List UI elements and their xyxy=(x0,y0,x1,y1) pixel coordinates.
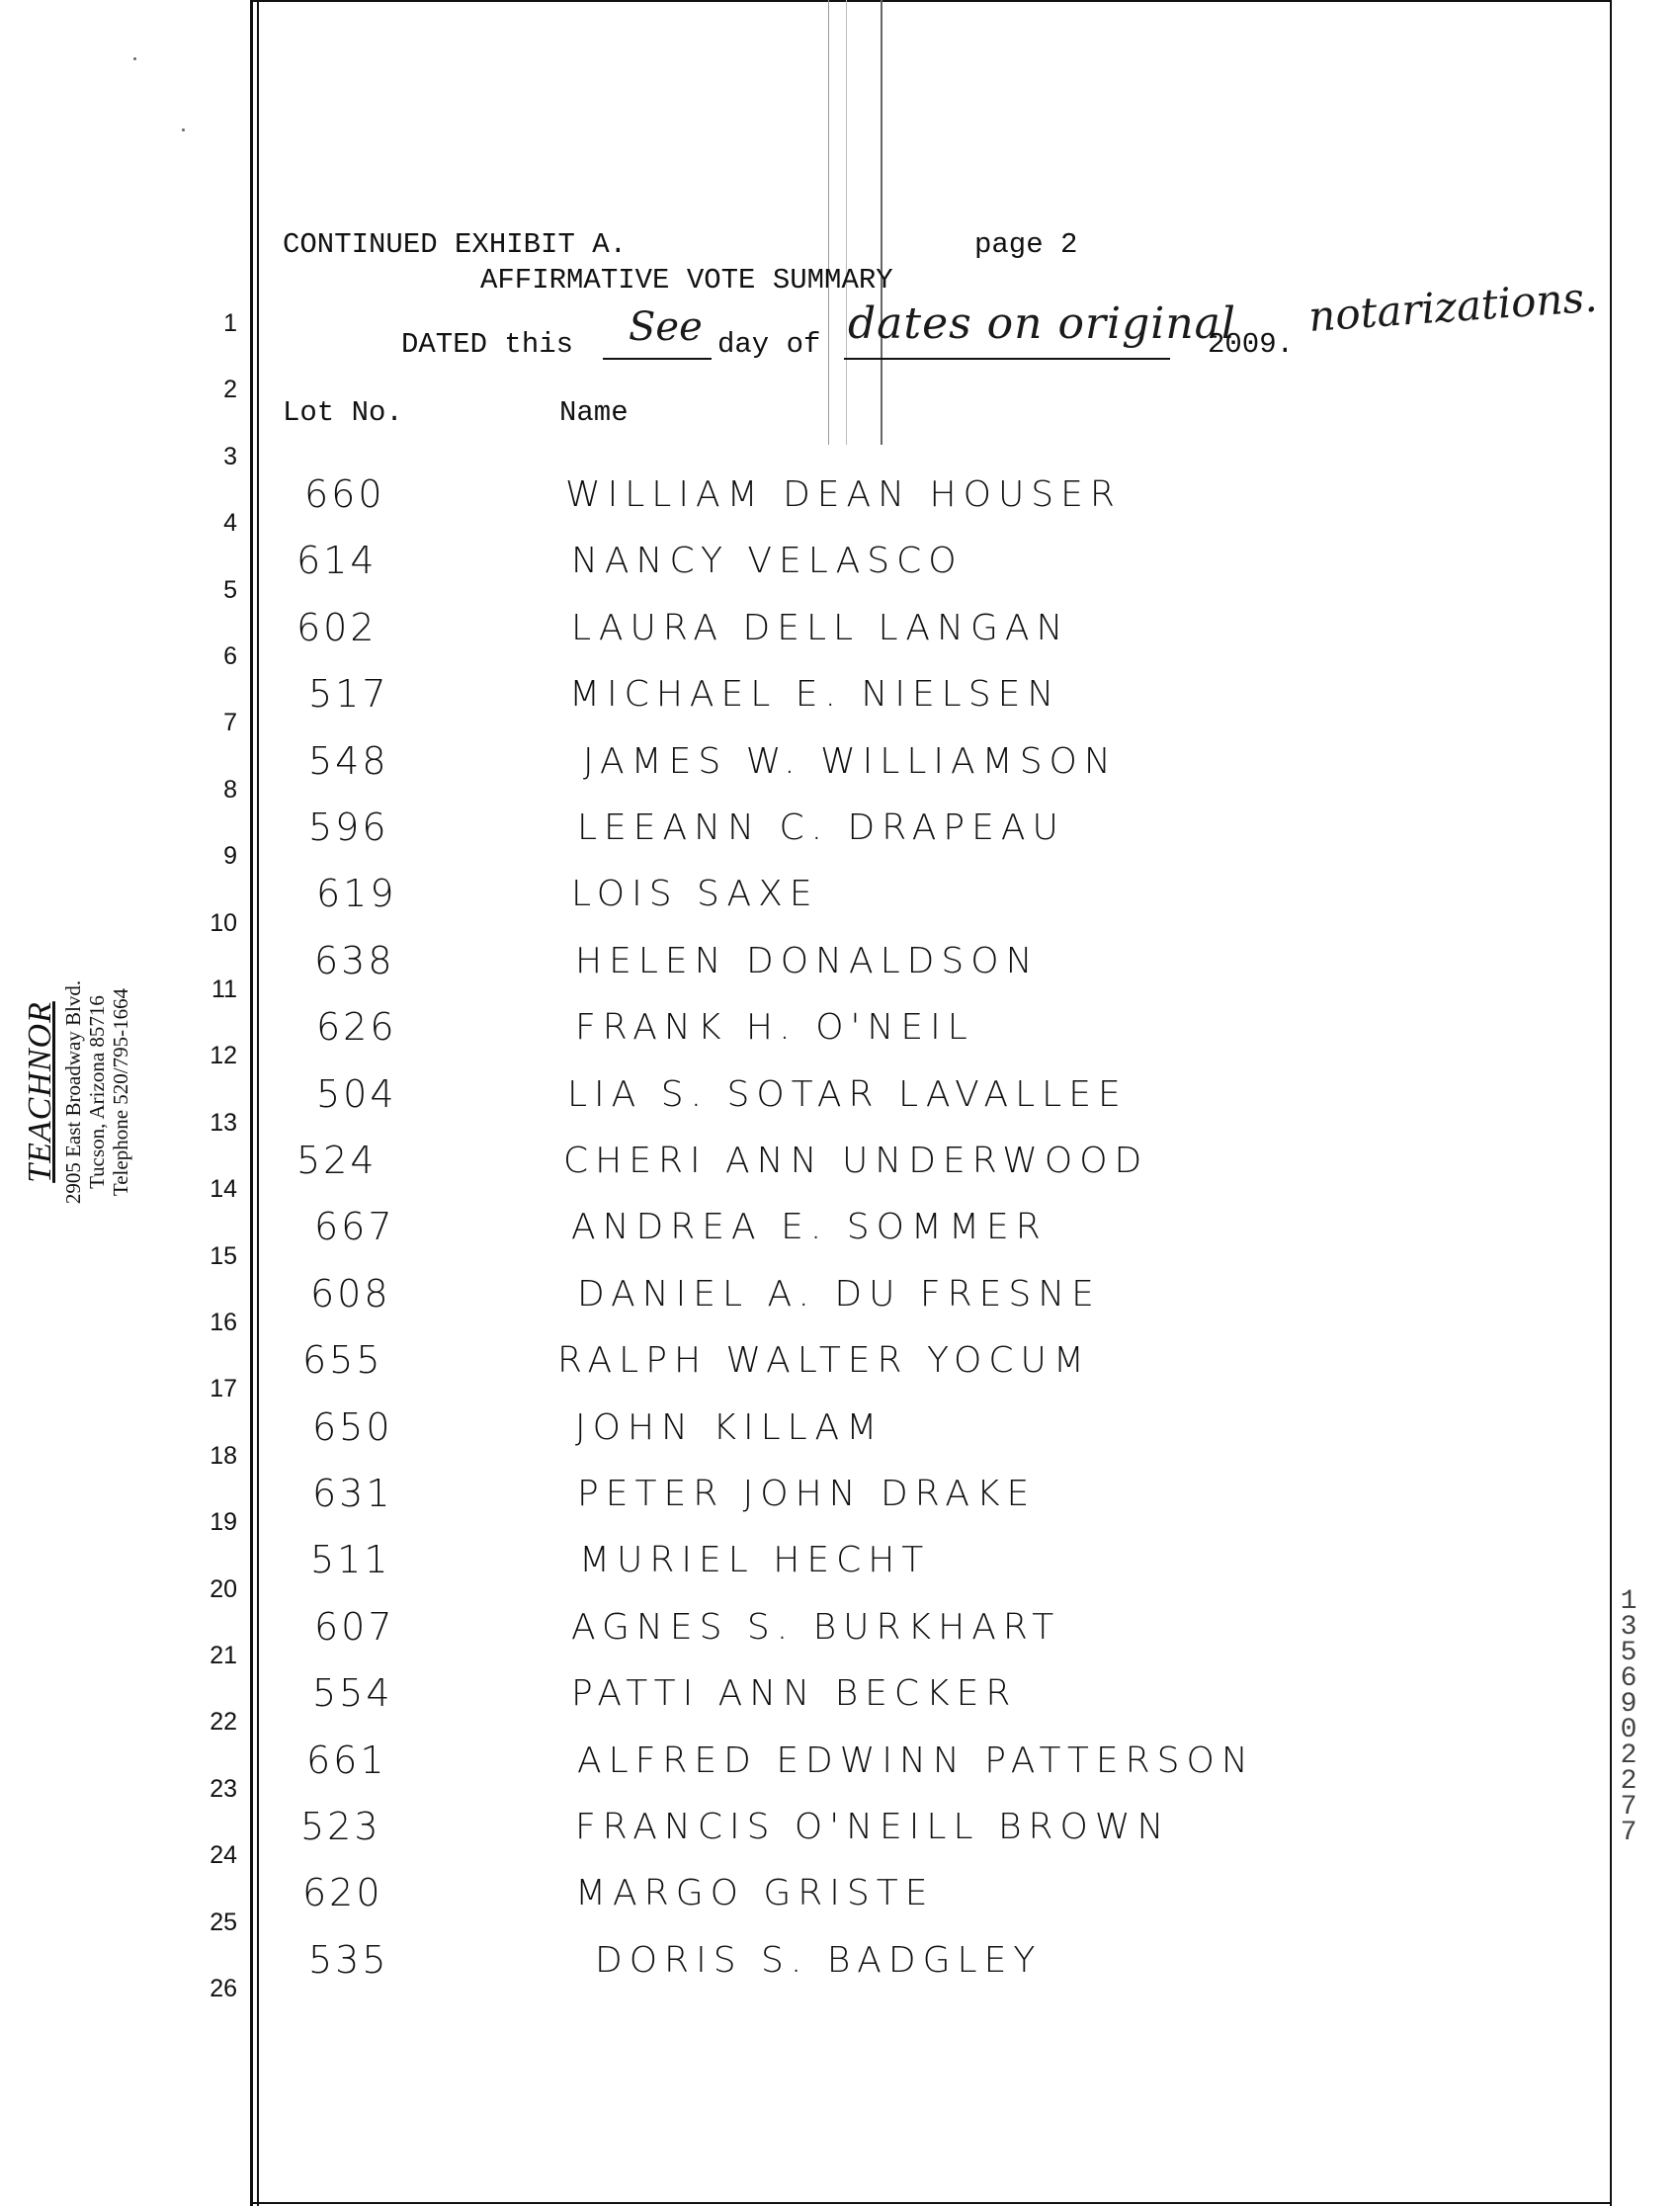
line-number: 20 xyxy=(210,1575,237,1603)
owner-name-cell: FRANK H. O'NEIL xyxy=(575,1007,974,1048)
day-blank-line xyxy=(603,358,712,360)
firm-address: 2905 East Broadway Blvd. xyxy=(61,979,85,1205)
table-row xyxy=(0,939,1680,998)
owner-name-cell: AGNES S. BURKHART xyxy=(571,1607,1061,1648)
firm-block xyxy=(20,929,132,1255)
line-number: 15 xyxy=(210,1242,237,1270)
table-row xyxy=(0,1739,1680,1798)
line-number: 22 xyxy=(210,1708,237,1736)
lot-number-cell: 517 xyxy=(308,672,389,716)
table-row xyxy=(0,1072,1680,1132)
lot-number-cell: 631 xyxy=(312,1472,393,1515)
line-number: 7 xyxy=(223,709,237,736)
owner-name-cell: LAURA DELL LANGAN xyxy=(571,608,1070,648)
table-row xyxy=(0,1205,1680,1264)
line-number: 21 xyxy=(210,1642,237,1669)
summary-title: AFFIRMATIVE VOTE SUMMARY xyxy=(480,264,893,297)
table-row xyxy=(0,539,1680,598)
lot-number-cell: 607 xyxy=(314,1605,395,1649)
page-number: page 2 xyxy=(974,228,1078,261)
line-number: 9 xyxy=(223,842,237,870)
dated-month-handwritten: dates on original xyxy=(848,298,1236,349)
lot-number-cell: 661 xyxy=(306,1739,387,1782)
table-row xyxy=(0,872,1680,931)
lot-number-cell: 504 xyxy=(316,1072,397,1116)
lot-column-header: Lot No. xyxy=(283,396,403,429)
lot-number-cell: 620 xyxy=(302,1871,383,1914)
document-stamp-number: 1356902277 xyxy=(1620,1586,1638,1848)
owner-name-cell: ANDREA E. SOMMER xyxy=(571,1207,1048,1247)
dated-mid: day of xyxy=(717,328,821,361)
line-number: 3 xyxy=(223,443,237,470)
lot-number-cell: 619 xyxy=(316,872,397,915)
dated-note-handwritten: notarizations. xyxy=(1306,272,1599,341)
owner-name-cell: LOIS SAXE xyxy=(571,874,819,914)
line-number: 23 xyxy=(210,1775,237,1803)
table-row xyxy=(0,1472,1680,1531)
month-blank-line xyxy=(844,358,1170,360)
owner-name-cell: CHERI ANN UNDERWOOD xyxy=(563,1141,1149,1181)
bottom-rule xyxy=(250,2202,1612,2204)
owner-name-cell: JAMES W. WILLIAMSON xyxy=(583,741,1118,782)
table-row xyxy=(0,806,1680,865)
owner-name-cell: RALPH WALTER YOCUM xyxy=(557,1340,1091,1381)
line-number: 1 xyxy=(223,309,237,337)
line-number: 16 xyxy=(210,1309,237,1336)
line-number: 8 xyxy=(223,776,237,804)
firm-name: TEACHNOR xyxy=(22,1001,58,1183)
line-number: 26 xyxy=(210,1975,237,2002)
line-number: 24 xyxy=(210,1841,237,1869)
owner-name-cell: ALFRED EDWINN PATTERSON xyxy=(577,1740,1255,1781)
owner-name-cell: MURIEL HECHT xyxy=(579,1540,931,1580)
lot-number-cell: 524 xyxy=(296,1139,378,1182)
table-row xyxy=(0,1671,1680,1731)
scan-speck xyxy=(182,128,185,131)
owner-name-cell: PETER JOHN DRAKE xyxy=(577,1474,1037,1514)
lot-number-cell: 660 xyxy=(304,472,385,516)
owner-name-cell: FRANCIS O'NEILL BROWN xyxy=(575,1807,1171,1847)
owner-name-cell: NANCY VELASCO xyxy=(571,541,964,581)
name-column-header: Name xyxy=(559,396,629,429)
lot-number-cell: 608 xyxy=(310,1272,391,1315)
line-number: 12 xyxy=(210,1042,237,1069)
lot-number-cell: 638 xyxy=(314,939,395,982)
dated-year: 2009. xyxy=(1208,328,1295,361)
table-row xyxy=(0,1538,1680,1597)
table-row xyxy=(0,1871,1680,1930)
lot-number-cell: 602 xyxy=(296,606,378,649)
line-number: 2 xyxy=(223,376,237,403)
table-row xyxy=(0,472,1680,532)
scan-fold-artifact xyxy=(828,0,882,445)
lot-number-cell: 523 xyxy=(300,1805,381,1848)
line-number: 4 xyxy=(223,509,237,537)
table-row xyxy=(0,1139,1680,1198)
table-row xyxy=(0,672,1680,731)
owner-name-cell: DANIEL A. DU FRESNE xyxy=(577,1274,1101,1315)
line-number: 14 xyxy=(210,1175,237,1203)
lot-number-cell: 535 xyxy=(308,1938,389,1982)
owner-name-cell: JOHN KILLAM xyxy=(575,1407,884,1448)
line-number: 17 xyxy=(210,1375,237,1402)
lot-number-cell: 655 xyxy=(302,1338,383,1382)
line-number: 11 xyxy=(211,976,237,1003)
table-row xyxy=(0,1272,1680,1331)
lot-number-cell: 667 xyxy=(314,1205,395,1248)
line-number: 25 xyxy=(210,1909,237,1936)
exhibit-heading: CONTINUED EXHIBIT A. xyxy=(283,228,628,261)
line-number: 13 xyxy=(210,1109,237,1137)
owner-name-cell: LIA S. SOTAR LAVALLEE xyxy=(567,1074,1128,1115)
owner-name-cell: LEEANN C. DRAPEAU xyxy=(577,807,1065,848)
owner-name-cell: HELEN DONALDSON xyxy=(575,941,1040,981)
lot-number-cell: 626 xyxy=(316,1005,397,1049)
owner-name-cell: MICHAEL E. NIELSEN xyxy=(569,674,1061,715)
table-row xyxy=(0,1805,1680,1864)
owner-name-cell: PATTI ANN BECKER xyxy=(571,1673,1018,1714)
table-row xyxy=(0,1605,1680,1664)
lot-number-cell: 511 xyxy=(310,1538,391,1581)
table-row xyxy=(0,606,1680,665)
owner-name-cell: WILLIAM DEAN HOUSER xyxy=(565,474,1122,515)
lot-number-cell: 650 xyxy=(312,1405,393,1449)
table-row xyxy=(0,1005,1680,1064)
lot-number-cell: 614 xyxy=(296,539,378,582)
lot-number-cell: 596 xyxy=(308,806,389,849)
table-row xyxy=(0,1405,1680,1465)
line-number: 18 xyxy=(210,1442,237,1470)
firm-phone: Telephone 520/795-1664 xyxy=(109,987,132,1197)
line-number: 5 xyxy=(223,576,237,604)
scan-speck xyxy=(133,57,136,60)
scan-fold-line xyxy=(846,0,847,445)
lot-number-cell: 554 xyxy=(312,1671,393,1715)
dated-day-handwritten: See xyxy=(629,304,703,350)
owner-name-cell: DORIS S. BADGLEY xyxy=(595,1940,1043,1981)
line-number: 19 xyxy=(210,1508,237,1536)
table-row xyxy=(0,739,1680,799)
dated-prefix: DATED this xyxy=(401,328,574,361)
table-row xyxy=(0,1938,1680,1997)
lot-number-cell: 548 xyxy=(308,739,389,783)
top-rule xyxy=(250,0,1612,2)
line-number: 10 xyxy=(210,909,237,937)
owner-name-cell: MARGO GRISTE xyxy=(575,1873,935,1913)
line-number: 6 xyxy=(223,642,237,670)
firm-city: Tucson, Arizona 85716 xyxy=(85,995,109,1189)
table-row xyxy=(0,1338,1680,1398)
